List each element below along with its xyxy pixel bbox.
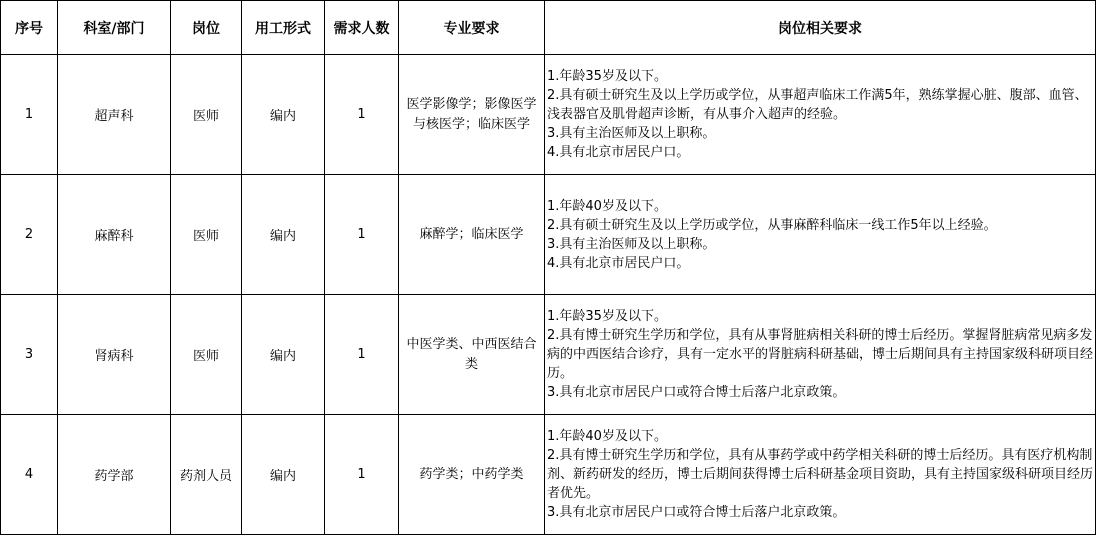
header-post: 岗位 — [171, 1, 242, 55]
cell-employment: 编内 — [242, 295, 325, 415]
cell-employment: 编内 — [242, 415, 325, 535]
cell-dept: 药学部 — [58, 415, 171, 535]
header-requirements: 岗位相关要求 — [545, 1, 1096, 55]
requirement-line: 4.具有北京市居民户口。 — [547, 145, 690, 160]
header-dept: 科室/部门 — [58, 1, 171, 55]
cell-seq: 3 — [1, 295, 58, 415]
cell-requirements — [545, 175, 1096, 295]
cell-employment: 编内 — [242, 175, 325, 295]
cell-requirements — [545, 295, 1096, 415]
cell-count: 1 — [325, 415, 399, 535]
cell-dept: 麻醉科 — [58, 175, 171, 295]
requirement-line: 3.具有北京市居民户口或符合博士后落户北京政策。 — [547, 385, 846, 400]
cell-seq: 4 — [1, 415, 58, 535]
requirement-line: 1.年龄35岁及以下。 — [547, 69, 667, 84]
requirement-line: 1.年龄35岁及以下。 — [547, 309, 667, 324]
cell-major: 中医学类、中西医结合类 — [399, 295, 545, 415]
table-row — [1, 55, 1096, 175]
cell-employment: 编内 — [242, 55, 325, 175]
table-row — [1, 295, 1096, 415]
requirement-line: 2.具有硕士研究生及以上学历或学位，从事麻醉科临床一线工作5年以上经验。 — [547, 217, 997, 233]
cell-major: 药学类；中药学类 — [399, 415, 545, 535]
cell-dept: 超声科 — [58, 55, 171, 175]
requirement-line: 2.具有博士研究生学历和学位，具有从事药学或中药学相关科研的博士后经历。具有医疗机构制剂、新药研发的经历，博士后期间获得博士后科研基金项目资助，具有主持国家级科研项目经历者优先。 — [547, 448, 1094, 501]
cell-requirements — [545, 415, 1096, 535]
header-employment: 用工形式 — [242, 1, 325, 55]
cell-seq: 1 — [1, 55, 58, 175]
cell-dept: 肾病科 — [58, 295, 171, 415]
cell-count: 1 — [325, 175, 399, 295]
header-seq: 序号 — [1, 1, 58, 55]
requirement-line: 3.具有北京市居民户口或符合博士后落户北京政策。 — [547, 505, 846, 520]
cell-major: 麻醉学；临床医学 — [399, 175, 545, 295]
requirement-line: 1.年龄40岁及以下。 — [547, 198, 667, 214]
cell-post: 医师 — [171, 55, 242, 175]
requirement-line: 3.具有主治医师及以上职称。 — [547, 236, 716, 252]
cell-post: 医师 — [171, 295, 242, 415]
header-major: 专业要求 — [399, 1, 545, 55]
cell-count: 1 — [325, 295, 399, 415]
table-header-row — [1, 1, 1096, 55]
cell-major: 医学影像学；影像医学与核医学；临床医学 — [399, 55, 545, 175]
cell-requirements — [545, 55, 1096, 175]
requirement-line: 3.具有主治医师及以上职称。 — [547, 126, 716, 141]
header-count: 需求人数 — [325, 1, 399, 55]
table-row — [1, 175, 1096, 295]
requirement-line: 2.具有博士研究生学历和学位，具有从事肾脏病相关科研的博士后经历。掌握肾脏病常见病多发病的中西医结合诊疗，具有一定水平的肾脏病科研基础，博士后期间具有主持国家级科研项目经历。 — [547, 328, 1094, 381]
cell-post: 药剂人员 — [171, 415, 242, 535]
requirement-line: 4.具有北京市居民户口。 — [547, 255, 690, 271]
cell-seq: 2 — [1, 175, 58, 295]
cell-post: 医师 — [171, 175, 242, 295]
requirement-line: 1.年龄40岁及以下。 — [547, 429, 667, 444]
cell-count: 1 — [325, 55, 399, 175]
table-row — [1, 415, 1096, 535]
requirement-line: 2.具有硕士研究生及以上学历或学位，从事超声临床工作满5年，熟练掌握心脏、腹部、血管、浅表器官及肌骨超声诊断，有从事介入超声的经验。 — [547, 88, 1088, 122]
